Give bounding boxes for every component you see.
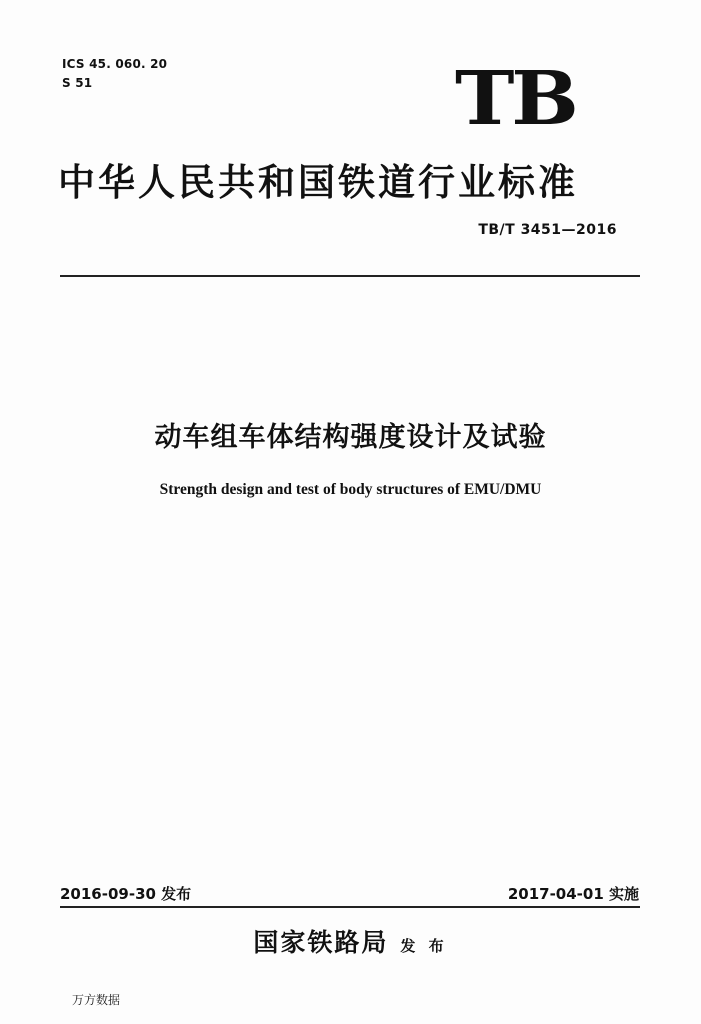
watermark: 万方数据	[72, 993, 121, 1007]
ics-code: ICS 45. 060. 20	[62, 57, 168, 71]
implementation-date: 2017-04-01 实施	[507, 885, 639, 903]
bottom-divider	[60, 906, 640, 908]
tb-logo: TB	[455, 56, 576, 142]
publisher-name: 国家铁路局	[253, 928, 389, 957]
publisher-suffix: 发 布	[400, 937, 448, 955]
issue-date: 2016-09-30 发布	[60, 885, 192, 903]
class-code: S 51	[62, 76, 93, 90]
top-divider	[60, 275, 640, 277]
standard-number: TB/T 3451—2016	[478, 222, 617, 238]
publisher-line	[0, 923, 701, 959]
english-title: Strength design and test of body structures of EMU/DMU	[159, 481, 542, 498]
classification-codes	[62, 55, 167, 93]
chinese-title: 动车组车体结构强度设计及试验	[154, 422, 547, 453]
standard-category-heading: 中华人民共和国铁道行业标准	[58, 160, 578, 204]
